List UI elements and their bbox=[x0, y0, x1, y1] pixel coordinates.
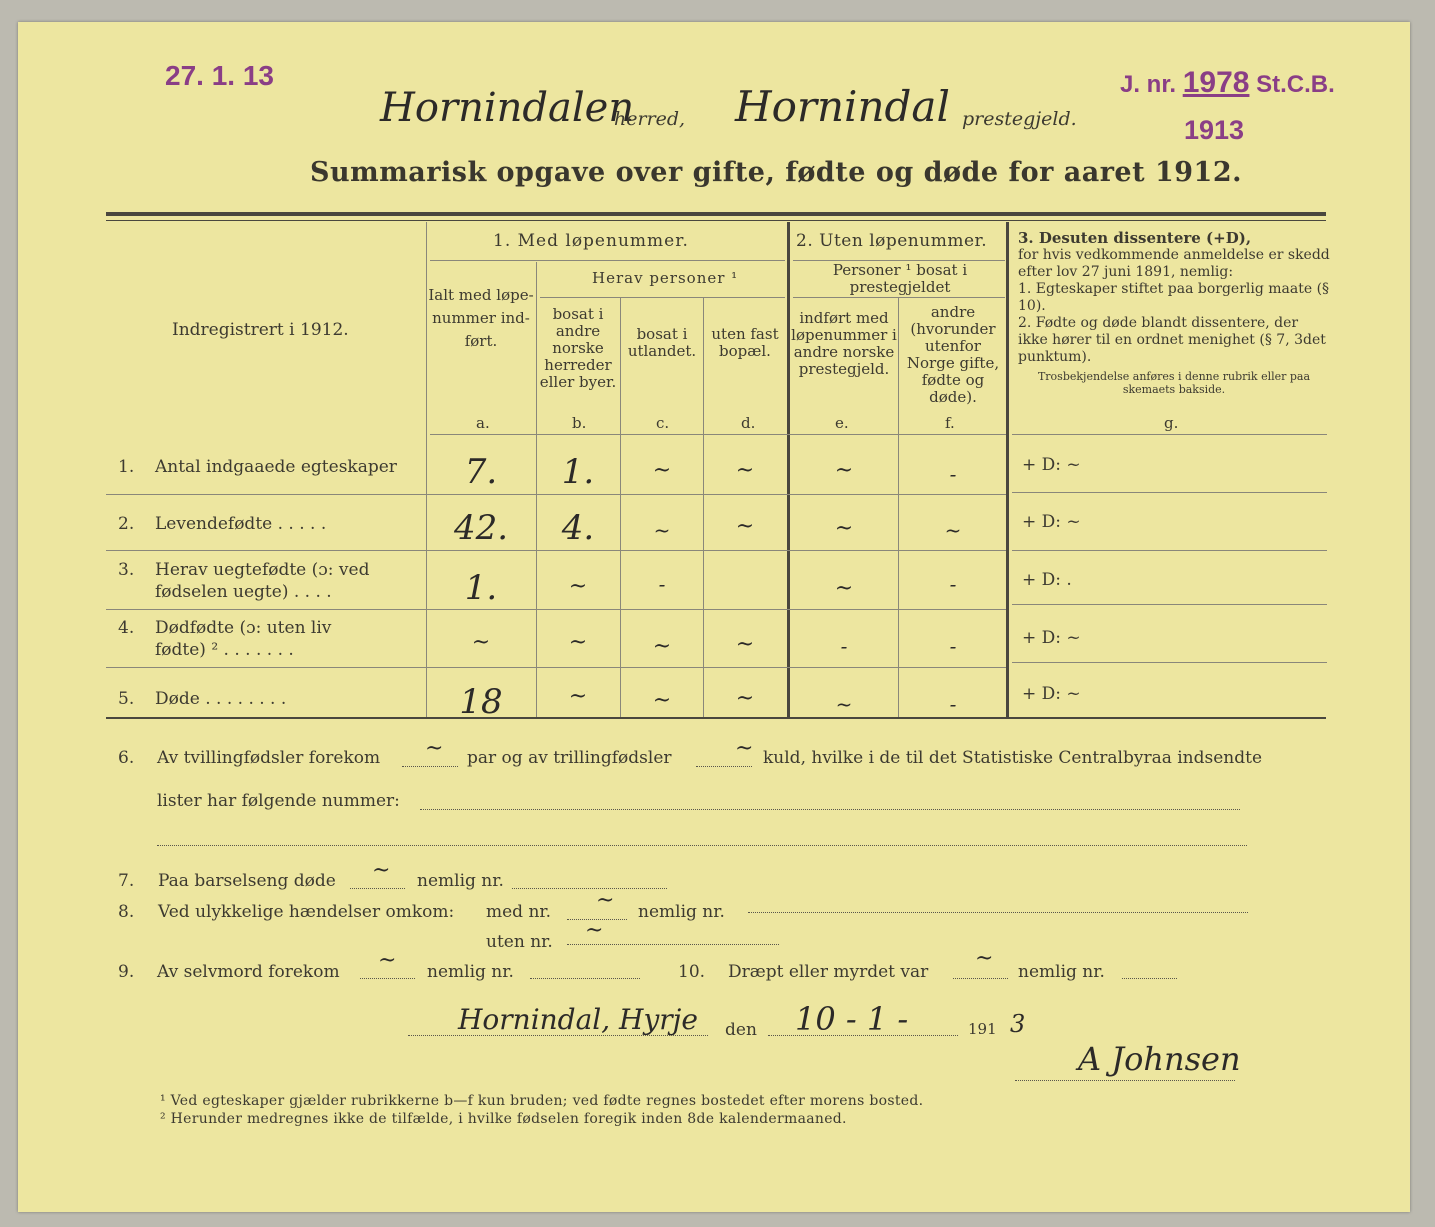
l6-blank1 bbox=[402, 766, 458, 767]
l8-text1: Ved ulykkelige hændelser omkom: bbox=[158, 902, 455, 922]
letter-d: d. bbox=[741, 414, 756, 432]
row1-f: - bbox=[949, 462, 957, 486]
row2-label: Levendefødte . . . . . bbox=[155, 514, 327, 534]
row5-a: 18 bbox=[459, 682, 503, 722]
l6-blank2 bbox=[696, 766, 752, 767]
col-d-header: uten fast bopæl. bbox=[711, 325, 779, 360]
year-handwritten: 3 bbox=[1010, 1010, 1026, 1038]
l6-num: 6. bbox=[118, 748, 135, 768]
divider-d bbox=[703, 298, 704, 717]
row-sep-1 bbox=[106, 494, 1006, 495]
personer-heading: Personer ¹ bosat i prestegjeldet bbox=[832, 261, 968, 296]
jnr-number: 1978 bbox=[1182, 66, 1250, 99]
row4-b: ~ bbox=[568, 630, 588, 655]
signature-den: den bbox=[725, 1020, 757, 1040]
l8-val1: ~ bbox=[596, 888, 615, 913]
jnr-suffix: St.C.B. bbox=[1256, 71, 1335, 98]
signature-place: Hornindal, Hyrje bbox=[458, 1003, 698, 1036]
l9-num: 9. bbox=[118, 962, 135, 982]
row5-num: 5. bbox=[118, 689, 135, 709]
table-top-rule bbox=[106, 212, 1326, 216]
form-title: Summarisk opgave over gifte, fødte og døde for aaret 1912. bbox=[310, 157, 1243, 188]
signature-date: 10 - 1 - bbox=[795, 1000, 909, 1038]
row3-num: 3. bbox=[118, 560, 135, 580]
row3-a: 1. bbox=[464, 568, 498, 608]
row5-label: Døde . . . . . . . . bbox=[155, 689, 287, 709]
row4-num: 4. bbox=[118, 618, 135, 638]
col-g-title: 3. Desuten dissentere (+D), bbox=[1018, 229, 1252, 247]
col-g-item1: 1. Egteskaper stiftet paa borgerlig maate (§ 10). bbox=[1018, 281, 1330, 314]
l9-text1: Av selvmord forekom bbox=[157, 962, 340, 982]
l8-blank3 bbox=[567, 944, 779, 945]
letter-g: g. bbox=[1164, 414, 1179, 432]
l6-text1: Av tvillingfødsler forekom bbox=[157, 748, 381, 768]
l6-text4: lister har følgende nummer: bbox=[157, 791, 400, 811]
divider-a bbox=[426, 222, 427, 717]
row4-e: - bbox=[840, 634, 848, 658]
form-sheet bbox=[18, 22, 1410, 1212]
letter-f: f. bbox=[945, 414, 955, 432]
l7-val: ~ bbox=[372, 858, 391, 883]
col-g-text: for hvis vedkommende anmeldelse er skedd efter lov 27 juni 1891, nemlig: bbox=[1018, 247, 1330, 280]
row-sep-2g bbox=[1012, 550, 1327, 551]
l6-text3: kuld, hvilke i de til det Statistiske Centralbyraa indsendte bbox=[763, 748, 1263, 768]
l10-blank1 bbox=[953, 978, 1008, 979]
l10-text2: nemlig nr. bbox=[1018, 962, 1105, 982]
divider-c bbox=[620, 298, 621, 717]
year-printed: 191 bbox=[968, 1020, 997, 1038]
col-g-header bbox=[1018, 230, 1330, 396]
l6-blank3 bbox=[420, 809, 1240, 810]
col-e-header: indført med løpenummer i andre norske prestegjeld. bbox=[791, 309, 897, 378]
row-sep-1g bbox=[1012, 492, 1327, 493]
row2-b: 4. bbox=[561, 508, 595, 548]
jnr-prefix: J. nr. bbox=[1120, 71, 1177, 98]
group2-heading: 2. Uten løpenummer. bbox=[796, 231, 988, 251]
row1-b: 1. bbox=[561, 452, 595, 492]
row1-g: + D: ~ bbox=[1022, 455, 1081, 475]
l8-blank2 bbox=[748, 912, 1248, 913]
row3-f: - bbox=[949, 572, 957, 596]
prestegjeld-label: prestegjeld. bbox=[962, 108, 1077, 130]
row2-num: 2. bbox=[118, 514, 135, 534]
divider-group3 bbox=[1006, 222, 1009, 717]
indreg-label: Indregistrert i 1912. bbox=[172, 320, 349, 340]
l8-text3: nemlig nr. bbox=[638, 902, 725, 922]
divider-group2 bbox=[787, 222, 790, 717]
row5-e: ~ bbox=[835, 692, 853, 716]
row1-label: Antal indgaaede egteskaper bbox=[155, 457, 397, 477]
row3-label: Herav uegtefødte (ɔ: ved bbox=[155, 560, 370, 580]
row1-num: 1. bbox=[118, 457, 135, 477]
col-b-header: bosat i andre norske herreder eller byer. bbox=[539, 305, 617, 391]
row5-d: ~ bbox=[735, 686, 755, 711]
l6-text2: par og av trillingfødsler bbox=[467, 748, 672, 768]
l7-blank1 bbox=[350, 888, 405, 889]
prestegjeld-handwritten: Hornindal bbox=[735, 82, 950, 131]
divider-f bbox=[898, 298, 899, 717]
row3-b: ~ bbox=[568, 574, 588, 599]
l9-blank1 bbox=[360, 978, 415, 979]
personer-underline bbox=[793, 297, 1005, 298]
row2-f: ~ bbox=[944, 518, 962, 542]
l8-num: 8. bbox=[118, 902, 135, 922]
row5-b: ~ bbox=[568, 684, 588, 709]
l9-text2: nemlig nr. bbox=[427, 962, 514, 982]
l6-val2: ~ bbox=[735, 736, 754, 761]
l7-num: 7. bbox=[118, 871, 135, 891]
letter-e: e. bbox=[835, 414, 849, 432]
row1-e: ~ bbox=[834, 458, 854, 483]
letter-b: b. bbox=[572, 414, 587, 432]
l7-text1: Paa barselseng døde bbox=[158, 871, 336, 891]
divider-b bbox=[536, 262, 537, 717]
row4-label2: fødte) ² . . . . . . . bbox=[155, 640, 294, 660]
row-sep-3g bbox=[1012, 604, 1327, 605]
row-sep-4g bbox=[1012, 662, 1327, 663]
row-sep-4 bbox=[106, 667, 1006, 668]
herred-label: herred, bbox=[614, 108, 686, 130]
l9-val: ~ bbox=[378, 948, 397, 973]
row-sep-3 bbox=[106, 609, 1006, 610]
l7-text2: nemlig nr. bbox=[417, 871, 504, 891]
place-blank bbox=[408, 1035, 708, 1036]
l10-text1: Dræpt eller myrdet var bbox=[728, 962, 929, 982]
row5-f: - bbox=[949, 692, 957, 716]
footnote-1: ¹ Ved egteskaper gjælder rubrikkerne b—f kun bruden; ved fødte regnes bostedet efter morens bosted. bbox=[160, 1093, 924, 1109]
signature-name: A Johnsen bbox=[1078, 1040, 1241, 1078]
col-a-header: Ialt med løpe-nummer ind-ført. bbox=[428, 286, 534, 350]
l9-blank2 bbox=[530, 978, 640, 979]
date-stamp: 27. 1. 13 bbox=[165, 60, 274, 91]
group1-heading: 1. Med løpenummer. bbox=[493, 231, 689, 251]
l8-text4: uten nr. bbox=[486, 932, 553, 952]
l6-blank4 bbox=[157, 845, 1247, 846]
row4-f: - bbox=[949, 634, 957, 658]
row2-a: 42. bbox=[453, 508, 509, 548]
row1-c: ~ bbox=[652, 458, 672, 483]
l8-text2: med nr. bbox=[486, 902, 552, 922]
row4-label: Dødfødte (ɔ: uten liv bbox=[155, 618, 332, 638]
row4-g: + D: ~ bbox=[1022, 628, 1081, 648]
row4-c: ~ bbox=[652, 634, 672, 659]
group1-underline bbox=[430, 260, 785, 261]
row2-d: ~ bbox=[735, 514, 755, 539]
herav-underline bbox=[540, 297, 785, 298]
letter-c: c. bbox=[656, 414, 670, 432]
row1-d: ~ bbox=[735, 458, 755, 483]
col-c-header: bosat i utlandet. bbox=[627, 325, 697, 360]
row4-a: ~ bbox=[471, 630, 491, 655]
row2-g: + D: ~ bbox=[1022, 512, 1081, 532]
col-g-item2: 2. Fødte og døde blandt dissentere, der ikke hører til en ordnet menighet (§ 7, 3det punktum). bbox=[1018, 315, 1326, 365]
row4-d: ~ bbox=[735, 632, 755, 657]
col-g-note: Trosbekjendelse anføres i denne rubrik eller paa skemaets bakside. bbox=[1037, 370, 1311, 396]
l8-val2: ~ bbox=[585, 918, 604, 943]
row2-e: ~ bbox=[834, 516, 854, 541]
l10-num: 10. bbox=[678, 962, 706, 982]
herred-handwritten: Hornindalen bbox=[380, 85, 635, 131]
l10-val: ~ bbox=[975, 946, 994, 971]
header-bottom bbox=[430, 434, 1006, 435]
row3-c: - bbox=[658, 572, 666, 596]
l6-val1: ~ bbox=[425, 736, 444, 761]
footnote-2: ² Herunder medregnes ikke de tilfælde, i hvilke fødselen foregik inden 8de kalendermaaned. bbox=[160, 1111, 847, 1127]
row5-g: + D: ~ bbox=[1022, 684, 1081, 704]
herav-heading: Herav personer ¹ bbox=[592, 269, 739, 287]
l7-blank2 bbox=[512, 888, 667, 889]
row-sep-2 bbox=[106, 550, 1006, 551]
year-stamp: 1913 bbox=[1184, 115, 1245, 145]
row3-label2: fødselen uegte) . . . . bbox=[155, 582, 332, 602]
row2-c: ~ bbox=[653, 518, 671, 542]
row1-a: 7. bbox=[464, 452, 498, 492]
letter-a: a. bbox=[476, 414, 490, 432]
l10-blank2 bbox=[1122, 978, 1177, 979]
row3-e: ~ bbox=[834, 576, 854, 601]
row5-c: ~ bbox=[652, 688, 672, 713]
col-f-header: andre (hvorunder utenfor Norge gifte, fødte og døde). bbox=[906, 303, 1000, 406]
table-bottom-rule bbox=[106, 717, 1326, 719]
header-bottom-g bbox=[1012, 434, 1327, 435]
row3-g: + D: . bbox=[1022, 570, 1072, 590]
name-blank bbox=[1015, 1080, 1235, 1081]
journal-number-stamp bbox=[1120, 66, 1335, 100]
table-top-rule-thin bbox=[106, 220, 1326, 221]
